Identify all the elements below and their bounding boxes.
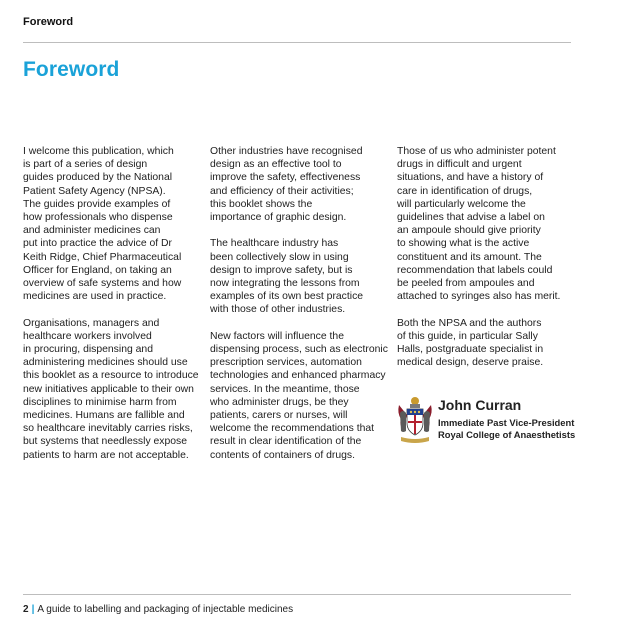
body-paragraph <box>23 145 203 303</box>
body-paragraph <box>210 145 390 224</box>
body-paragraph <box>210 237 390 316</box>
text-line: guidelines that advise a label on <box>397 212 545 224</box>
paragraph-gap <box>210 224 390 237</box>
text-line: The guides provide examples of <box>23 198 171 210</box>
text-line: been collectively slow in using <box>210 251 349 263</box>
text-line: medicines. Humans are fallible and <box>23 410 185 422</box>
text-line: to showing what is the active <box>397 238 530 250</box>
text-line: services. In the meantime, those <box>210 383 360 395</box>
text-line: patients, carers or nurses, will <box>210 410 348 422</box>
text-line: design to improve safety, but is <box>210 264 353 276</box>
text-line: contents of containers of drugs. <box>210 449 355 461</box>
text-line: I welcome this publication, which <box>23 146 174 157</box>
text-line: situations, and have a history of <box>397 172 544 184</box>
text-line: The healthcare industry has <box>210 238 339 250</box>
paragraph-gap <box>23 303 203 316</box>
signatory-name: John Curran <box>438 397 522 413</box>
text-line: design as an effective tool to <box>210 159 342 171</box>
text-line: welcome the recommendations that <box>210 423 375 435</box>
text-line: improve the safety, effectiveness <box>210 172 361 184</box>
text-line: put into practice the advice of Dr <box>23 238 173 250</box>
text-line: who administer drugs, be they <box>210 396 349 408</box>
text-line: Organisations, managers and <box>23 317 160 329</box>
text-line: so healthcare inevitably carries risks, <box>23 423 193 435</box>
text-line: drugs in difficult and urgent <box>397 159 522 171</box>
paragraph-gap <box>397 303 577 316</box>
text-line: attached to syringes also has merit. <box>397 291 561 303</box>
header-divider <box>23 42 571 43</box>
text-line: importance of graphic design. <box>210 212 347 224</box>
body-paragraph <box>397 145 577 303</box>
signatory-organisation: Royal College of Anaesthetists <box>438 429 576 440</box>
text-column-1 <box>23 145 203 462</box>
text-line: Keith Ridge, Chief Pharmaceutical <box>23 251 182 263</box>
footer-separator: | <box>31 604 35 615</box>
text-line: technologies and enhanced pharmacy <box>210 370 386 382</box>
text-line: how professionals who dispense <box>23 212 173 224</box>
text-line: medical design, deserve praise. <box>397 357 544 369</box>
page-title: Foreword <box>23 58 120 81</box>
signature-block <box>397 393 587 449</box>
coat-of-arms-icon <box>397 395 433 445</box>
text-line: administering medicines should use <box>23 357 188 369</box>
text-line: Both the NPSA and the authors <box>397 317 542 329</box>
text-column-2 <box>210 145 390 462</box>
text-line: New factors will influence the <box>210 330 344 342</box>
text-line: be peeled from ampoules and <box>397 278 535 290</box>
text-line: result in clear identification of the <box>210 436 362 448</box>
body-paragraph <box>397 317 577 370</box>
text-line: Officer for England, on taking an <box>23 264 172 276</box>
text-line: this booklet shows the <box>210 198 313 210</box>
body-paragraph <box>210 330 390 462</box>
text-line: dispensing process, such as electronic <box>210 344 388 356</box>
text-line: with those of other industries. <box>210 304 346 316</box>
text-line: Other industries have recognised <box>210 146 363 157</box>
running-header: Foreword <box>23 16 74 28</box>
text-line: Halls, postgraduate specialist in <box>397 344 544 356</box>
text-line: new initiatives applicable to their own <box>23 383 194 395</box>
text-line: of this guide, in particular Sally <box>397 330 538 342</box>
text-line: Those of us who administer potent <box>397 146 556 157</box>
text-line: an ampoule should give priority <box>397 225 541 237</box>
text-line: healthcare workers involved <box>23 330 152 342</box>
text-line: care in identification of drugs, <box>397 185 533 197</box>
text-line: examples of its own best practice <box>210 291 364 303</box>
text-line: medicines are used in practice. <box>23 291 167 303</box>
text-line: will particularly welcome the <box>397 198 526 210</box>
text-column-3 <box>397 145 577 369</box>
text-line: guides produced by the National <box>23 172 173 184</box>
text-line: Patient Safety Agency (NPSA). <box>23 185 166 197</box>
body-paragraph <box>23 317 203 462</box>
page-number: 2 <box>23 604 29 615</box>
paragraph-gap <box>210 317 390 330</box>
text-line: and efficiency of their activities; <box>210 185 354 197</box>
text-line: recommendation that labels could <box>397 264 553 276</box>
publication-title: A guide to labelling and packaging of injectable medicines <box>37 604 294 615</box>
signatory-role: Immediate Past Vice-President <box>438 417 575 428</box>
text-line: constituent and its amount. The <box>397 251 542 263</box>
footer-divider <box>23 594 571 595</box>
page-footer <box>23 604 293 615</box>
text-line: in procuring, dispensing and <box>23 344 153 356</box>
text-line: prescription services, automation <box>210 357 362 369</box>
text-line: this booklet as a resource to introduce <box>23 370 199 382</box>
text-line: and administer medicines can <box>23 225 161 237</box>
text-line: is part of a series of design <box>23 159 148 171</box>
text-line: now integrating the lessons from <box>210 278 360 290</box>
text-line: overview of safe systems and how <box>23 278 182 290</box>
text-line: disciplines to minimise harm from <box>23 396 177 408</box>
text-line: but systems that needlessly expose <box>23 436 188 448</box>
text-line: patients to harm are not acceptable. <box>23 449 189 461</box>
